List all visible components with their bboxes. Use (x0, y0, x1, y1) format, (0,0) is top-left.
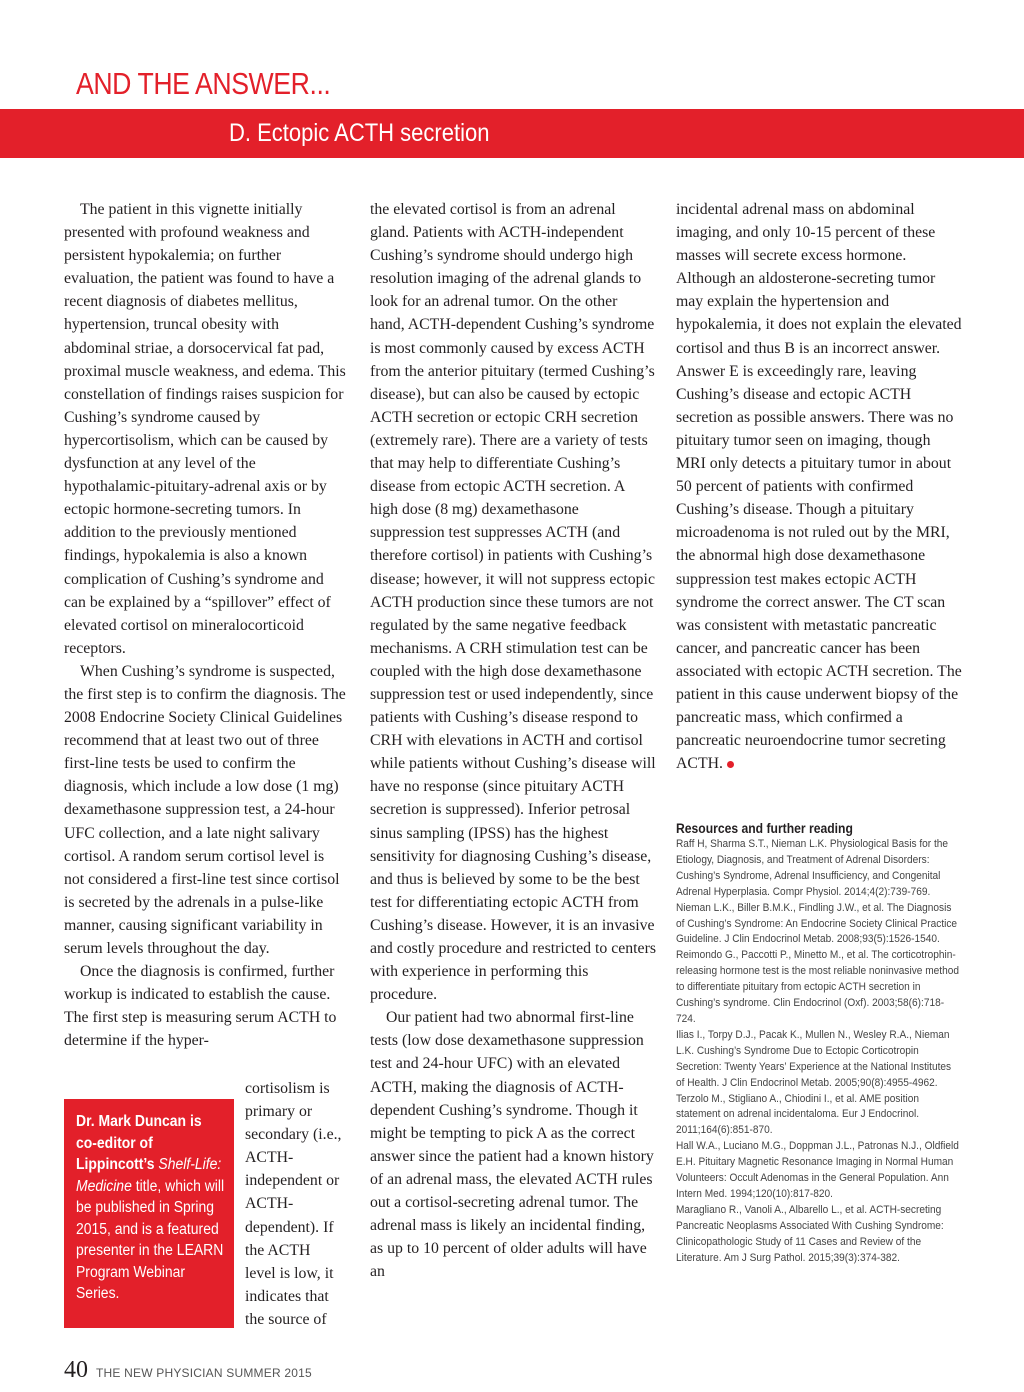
author-bio-box (64, 1099, 234, 1328)
bio-text: title, which will be published in Spring 2015, and is a featured presenter in the LEARN Program Webinar Series. (76, 1177, 225, 1302)
bio-book-title: Shelf-Life: Medicine (76, 1156, 222, 1195)
resources-section (676, 821, 966, 1266)
publication-name: THE NEW PHYSICIAN SUMMER 2015 (96, 1366, 312, 1380)
paragraph (676, 198, 964, 775)
paragraph: When Cushing’s syndrome is suspected, the first step is to confirm the diagnosis. The 2008 Endocrine Society Clinical Guidelines recommend that at least two out of three first-line tests be used to confirm the diagnosis, which include a low dose (1 mg) dexamethasone suppression test, a 24-hour UFC collection, and a late night salivary cortisol. A random serum cortisol level is not considered a first-line test since cortisol is secreted by the adrenals in a pulse-like manner, causing significant variability in serum levels throughout the day. (64, 662, 346, 957)
section-title: AND THE ANSWER... (76, 66, 331, 101)
reference-item: Nieman L.K., Biller B.M.K., Findling J.W., et al. The Diagnosis of Cushing’s Syndrome: An Endocrine Society Clinical Practice Guideline. J Clin Endocrinol Metab. 2008;93(5):1526-1540. (676, 901, 958, 946)
paragraph: Once the diagnosis is confirmed, further workup is indicated to establish the cause. The first step is measuring serum ACTH to determine if the hyper- (64, 963, 337, 1050)
paragraph: The patient in this vignette initially presented with profound weakness and persistent hypokalemia; on further evaluation, the patient was found to have a recent diagnosis of diabetes mellitus, hypertension, truncal obesity with abdominal striae, a dorsocervical fat pad, proximal muscle weakness, and edema. This constellation of findings raises suspicion for Cushing’s syndrome caused by hypercortisolism, which can be caused by dysfunction at any level of the hypothalamic-pituitary-adrenal axis or by ectopic hormone-secreting tumors. In addition to the previously mentioned findings, hypokalemia is also a known complication of Cushing’s syndrome and can be explained by a “spillover” effect of elevated cortisol on mineralocorticoid receptors. (64, 201, 346, 657)
reference-item: Ilias I., Torpy D.J., Pacak K., Mullen N., Wesley R.A., Nieman L.K. Cushing’s Syndrome Due to Ectopic Corticotropin Secretion: Twenty Years’ Experience at the National Institutes of Health. J Clin Endocrinol Metab. 2005;90(8):4955-4962. (676, 1028, 952, 1089)
answer-banner (0, 109, 1024, 158)
reference-item: Terzolo M., Stigliano A., Chiodini I., et al. AME position statement on adrenal incidentaloma. Eur J Endocrinol. 2011;164(6):851-870. (676, 1092, 920, 1137)
article-column-1-narrow (245, 1077, 343, 1331)
bio-name: Dr. Mark Duncan is co-editor of Lippincott’s (76, 1113, 202, 1173)
page-number: 40 (64, 1357, 88, 1383)
article-column-2 (370, 198, 656, 1283)
reference-item: Reimondo G., Paccotti P., Minetto M., et al. The corticotrophin-releasing hormone test is the most reliable noninvasive method to differentiate pituitary from ectopic ACTH secretion in Cushing’s syndrome. Clin Endocrinol (Oxf). 2003;58(6):718-724. (676, 949, 959, 1025)
resources-heading: Resources and further reading (676, 821, 853, 836)
paragraph: the elevated cortisol is from an adrenal gland. Patients with ACTH-independent Cushing’s syndrome should undergo high resolution imaging of the adrenal glands to look for an adrenal tumor. On the other hand, ACTH-dependent Cushing’s syndrome is most commonly caused by excess ACTH from the anterior pituitary (termed Cushing’s disease), but can also be caused by ectopic ACTH secretion or ectopic CRH secretion (extremely rare). There are a variety of tests that may help to differentiate Cushing’s disease from ectopic ACTH secretion. A high dose (8 mg) dexamethasone suppression test suppresses ACTH (and therefore cortisol) in patients with Cushing’s disease; however, it will not suppress ectopic ACTH production since these tumors are not regulated by the same negative feedback mechanisms. A CRH stimulation test can be coupled with the high dose dexamethasone suppression test or used independently, since patients with Cushing’s disease respond to CRH with elevations in ACTH and cortisol while patients without Cushing’s disease will have no response (since pituitary ACTH secretion is suppressed). Inferior petrosal sinus sampling (IPSS) has the highest sensitivity for diagnosing Cushing’s disease, and thus is believed by some to be the best test for differentiating ectopic ACTH from Cushing’s disease. However, it is an invasive and costly procedure and restricted to centers with experience in performing this procedure. (370, 201, 656, 1004)
page-footer (64, 1357, 312, 1384)
paragraph-text: incidental adrenal mass on abdominal imaging, and only 10-15 percent of these masses will secrete excess hormone. Although an aldosterone-secreting tumor may explain the hypertension and hypokalemia, it does not explain the elevated cortisol and thus B is an incorrect answer. Answer E is exceedingly rare, leaving Cushing’s disease and ectopic ACTH secretion as possible answers. There was no pituitary tumor seen on imaging, though MRI only detects a pituitary tumor in about 50 percent of patients with confirmed Cushing’s disease. Though a pituitary microadenoma is not ruled out by the MRI, the abnormal high dose dexamethasone suppression test makes ectopic ACTH syndrome the correct answer. The CT scan was consistent with metastatic pancreatic cancer, and pancreatic cancer has been associated with ectopic ACTH secretion. The patient in this cause underwent biopsy of the pancreatic mass, which confirmed a pancreatic neuroendocrine tumor secreting ACTH. (676, 201, 962, 773)
paragraph: Our patient had two abnormal first-line tests (low dose dexamethasone suppression test and 24-hour UFC) with an elevated ACTH, making the diagnosis of ACTH-dependent Cushing’s syndrome. Though it might be tempting to pick A as the correct answer since the patient had a known history of an adrenal mass, the elevated ACTH rules out a cortisol-secreting adrenal tumor. The adrenal mass is likely an incidental finding, as up to 10 percent of older adults will have an (370, 1009, 654, 1281)
article-column-3 (676, 198, 964, 775)
paragraph-continuation: cortisolism is primary or secondary (i.e., ACTH-independent or ACTH-dependent). If the ACTH level is low, it indicates that the source of (245, 1080, 342, 1328)
answer-title: D. Ectopic ACTH secretion (229, 119, 490, 147)
reference-item: Hall W.A., Luciano M.G., Doppman J.L., Patronas N.J., Oldfield E.H. Pituitary Magnetic Resonance Imaging in Normal Human Volunteers: Occult Adenomas in the General Population. Ann Intern Med. 1994;120(10):817-820. (676, 1140, 959, 1200)
reference-item: Raff H, Sharma S.T., Nieman L.K. Physiological Basis for the Etiology, Diagnosis, and Treatment of Adrenal Disorders: Cushing’s Syndrome, Adrenal Insufficiency, and Congenital Adrenal Hyperplasia. Compr Physiol. 2014;4(2):739-769. (676, 838, 949, 898)
article-column-1 (64, 198, 346, 1052)
reference-item: Maragliano R., Vanoli A., Albarello L., et al. ACTH-secreting Pancreatic Neoplasms Associated With Cushing Syndrome: Clinicopathologic Study of 11 Cases and Review of the Literature. Am J Surg Pathol. 2015;39(3):374-382. (676, 1203, 944, 1264)
end-of-article-bullet-icon (727, 761, 734, 768)
